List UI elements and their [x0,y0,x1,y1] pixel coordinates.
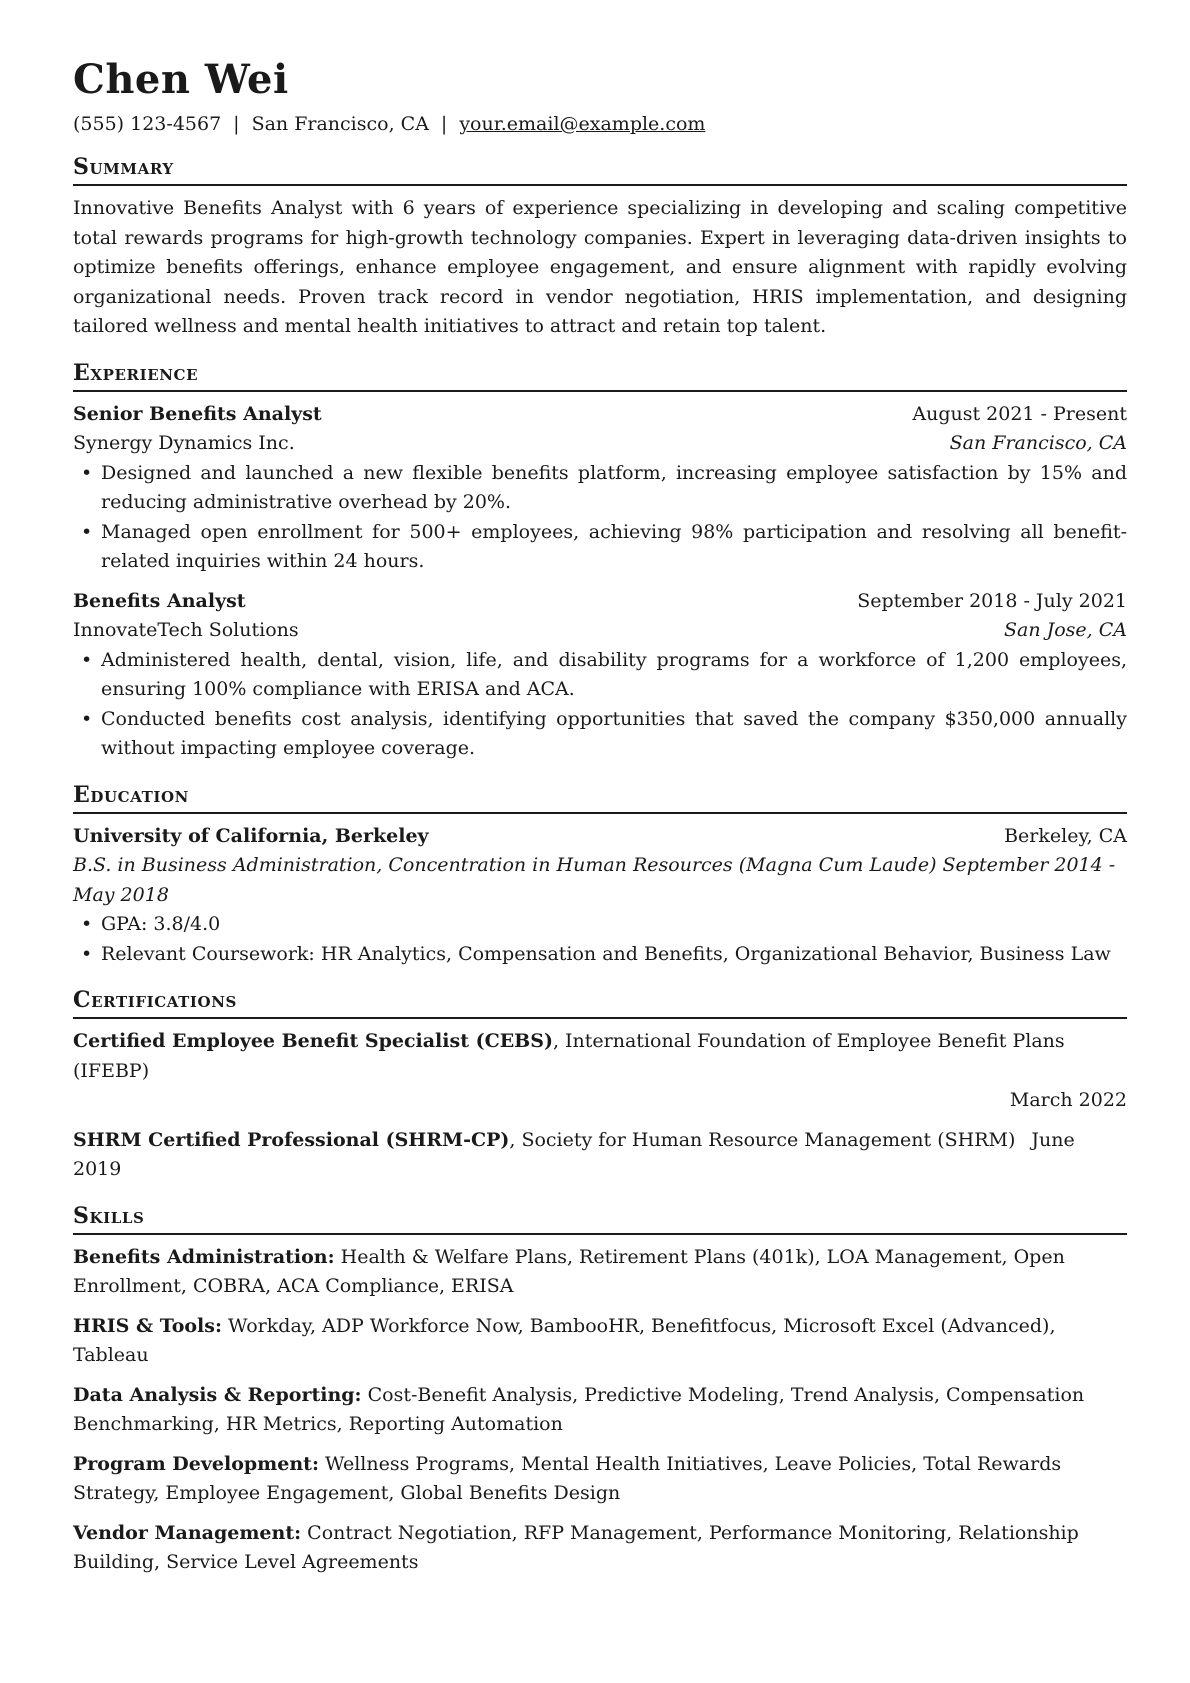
skill-item [73,1381,1127,1440]
job-bullet: • Conducted benefits cost analysis, identifying opportunities that saved the company $350,000 annually without impacting employee coverage. [73,705,1127,764]
skill-value: Cost-Benefit Analysis, Predictive Modeling, Trend Analysis, Compensation Benchmarking, HR Metrics, Reporting Automation [73,1383,1085,1435]
experience-section [73,358,1127,764]
education-section [73,780,1127,970]
skill-item [73,1519,1127,1578]
skill-item [73,1450,1127,1509]
job-role: Benefits Analyst [73,589,246,612]
job-bullet: • Administered health, dental, vision, life, and disability programs for a workforce of 1,200 employees, ensuring 100% compliance with ERISA and ACA. [73,646,1127,705]
job-role: Senior Benefits Analyst [73,402,322,425]
certification-item [73,1027,1127,1116]
skill-label: Benefits Administration: [73,1245,335,1268]
skill-value: Health & Welfare Plans, Retirement Plans (401k), LOA Management, Open Enrollment, COBRA, ACA Compliance, ERISA [73,1245,1065,1297]
education-entry [73,822,1127,970]
school-row [73,822,1127,852]
education-bullet: • GPA: 3.8/4.0 [73,910,1127,940]
school-name: University of California, Berkeley [73,824,429,847]
resume-page [73,56,1127,1578]
skill-label: Data Analysis & Reporting: [73,1383,362,1406]
school-location: Berkeley, CA [1004,824,1127,847]
skill-label: Program Development: [73,1452,319,1475]
job-bullets [73,646,1127,764]
experience-heading: Experience [73,358,1127,392]
job-entry [73,587,1127,764]
job-dates: September 2018 - July 2021 [857,589,1127,612]
skill-label: Vendor Management: [73,1521,302,1544]
certification-issuer: , Society for Human Resource Management (SHRM) [509,1128,1016,1151]
summary-text: Innovative Benefits Analyst with 6 years of experience specializing in developing and scaling competitive total rewards programs for high-growth technology companies. Expert in leveraging data-driven insights to optimize benefits offerings, enhance employee engagement, and ensure alignment with rapidly evolving organizational needs. Proven track record in vendor negotiation, HRIS implementation, and designing tailored wellness and mental health initiatives to attract and retain top talent. [73,197,1127,337]
certification-date: June 2019 [73,1128,1075,1180]
skill-value: Wellness Programs, Mental Health Initiatives, Leave Policies, Total Rewards Strategy, Employee Engagement, Global Benefits Design [73,1452,1062,1504]
summary-section [73,152,1127,342]
skills-heading: Skills [73,1201,1127,1235]
education-bullet: • Relevant Coursework: HR Analytics, Compensation and Benefits, Organizational Behavior, Business Law [73,940,1127,970]
education-heading: Education [73,780,1127,814]
candidate-name: Chen Wei [73,56,289,103]
job-company: InnovateTech Solutions [73,619,299,641]
summary-heading: Summary [73,152,1127,186]
certification-date: March 2022 [1009,1089,1127,1111]
location: San Francisco, CA [251,113,429,135]
education-bullets [73,910,1127,969]
certifications-heading: Certifications [73,985,1127,1019]
certification-item [73,1126,1127,1185]
job-entry [73,400,1127,577]
skills-section [73,1201,1127,1578]
job-bullets [73,459,1127,577]
contact-line [73,110,1127,138]
job-company-row [73,616,1127,646]
email-link[interactable]: your.email@example.com [459,113,706,135]
job-bullet: • Designed and launched a new flexible benefits platform, increasing employee satisfaction by 15% and reducing administrative overhead by 20%. [73,459,1127,518]
job-bullet: • Managed open enrollment for 500+ employees, achieving 98% participation and resolving all benefit-related inquiries within 24 hours. [73,518,1127,577]
skill-value: Contract Negotiation, RFP Management, Performance Monitoring, Relationship Building, Service Level Agreements [73,1521,1079,1573]
certifications-section [73,985,1127,1185]
phone-number: (555) 123-4567 [73,113,222,135]
contact-separator: | [440,113,448,135]
job-location: San Francisco, CA [949,432,1127,454]
job-title-row [73,400,1127,430]
certification-name: Certified Employee Benefit Specialist (CEBS) [73,1030,553,1052]
degree-text: B.S. in Business Administration, Concentration in Human Resources (Magna Cum Laude) September 2014 - May 2018 [73,854,1116,906]
skill-label: HRIS & Tools: [73,1314,222,1337]
contact-separator: | [233,113,240,135]
skill-item [73,1312,1127,1371]
certification-issuer: , International Foundation of Employee Benefit Plans (IFEBP) [73,1030,1065,1082]
skill-item [73,1243,1127,1302]
job-company-row [73,429,1127,459]
certification-name: SHRM Certified Professional (SHRM-CP) [73,1128,510,1151]
job-title-row [73,587,1127,617]
job-location: San Jose, CA [1003,619,1127,641]
job-company: Synergy Dynamics Inc. [73,432,295,454]
job-dates: August 2021 - Present [912,402,1127,425]
skill-value: Workday, ADP Workforce Now, BambooHR, Benefitfocus, Microsoft Excel (Advanced), Tableau [73,1314,1056,1366]
